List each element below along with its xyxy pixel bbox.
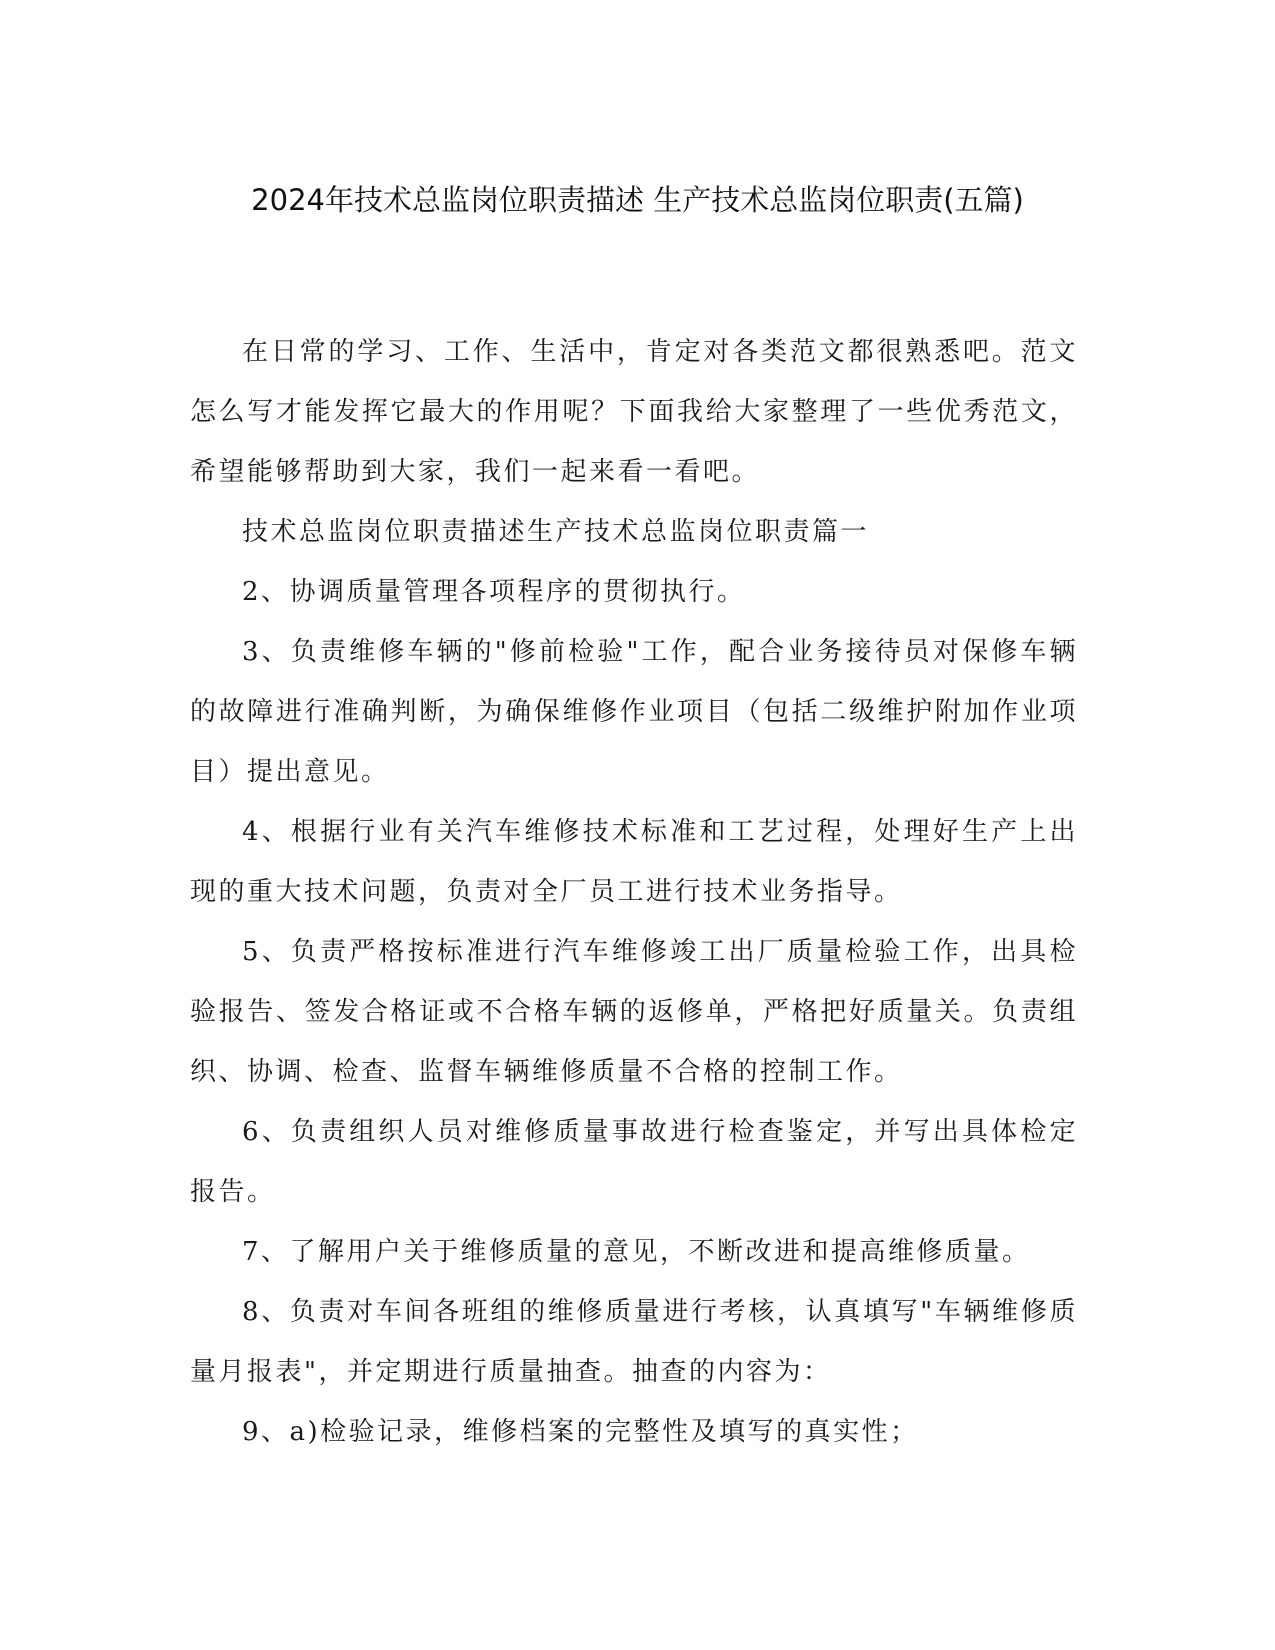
list-item: 6、负责组织人员对维修质量事故进行检查鉴定，并写出具体检定报告。: [190, 1117, 1078, 1207]
intro-paragraph: 在日常的学习、工作、生活中，肯定对各类范文都很熟悉吧。范文怎么写才能发挥它最大的作用呢？下面我给大家整理了一些优秀范文，希望能够帮助到大家，我们一起来看一看吧。: [190, 337, 1078, 487]
list-item: 2、协调质量管理各项程序的贯彻执行。: [242, 577, 746, 607]
list-item: 4、根据行业有关汽车维修技术标准和工艺过程，处理好生产上出现的重大技术问题，负责对全厂员工进行技术业务指导。: [190, 817, 1078, 907]
list-item: 3、负责维修车辆的"修前检验"工作，配合业务接待员对保修车辆的故障进行准确判断，为确保维修作业项目（包括二级维护附加作业项目）提出意见。: [190, 637, 1078, 787]
list-item: 5、负责严格按标准进行汽车维修竣工出厂质量检验工作，出具检验报告、签发合格证或不合格车辆的返修单，严格把好质量关。负责组织、协调、检查、监督车辆维修质量不合格的控制工作。: [190, 937, 1078, 1087]
list-item: 8、负责对车间各班组的维修质量进行考核，认真填写"车辆维修质量月报表"，并定期进行质量抽查。抽查的内容为：: [190, 1297, 1078, 1387]
document-body: [190, 322, 1078, 1462]
list-item: 9、a)检验记录，维修档案的完整性及填写的真实性；: [242, 1417, 919, 1447]
document-title: 2024年技术总监岗位职责描述 生产技术总监岗位职责(五篇): [251, 183, 1024, 217]
list-item: 7、了解用户关于维修质量的意见，不断改进和提高维修质量。: [242, 1237, 1031, 1267]
section-heading: 技术总监岗位职责描述生产技术总监岗位职责篇一: [242, 517, 870, 547]
